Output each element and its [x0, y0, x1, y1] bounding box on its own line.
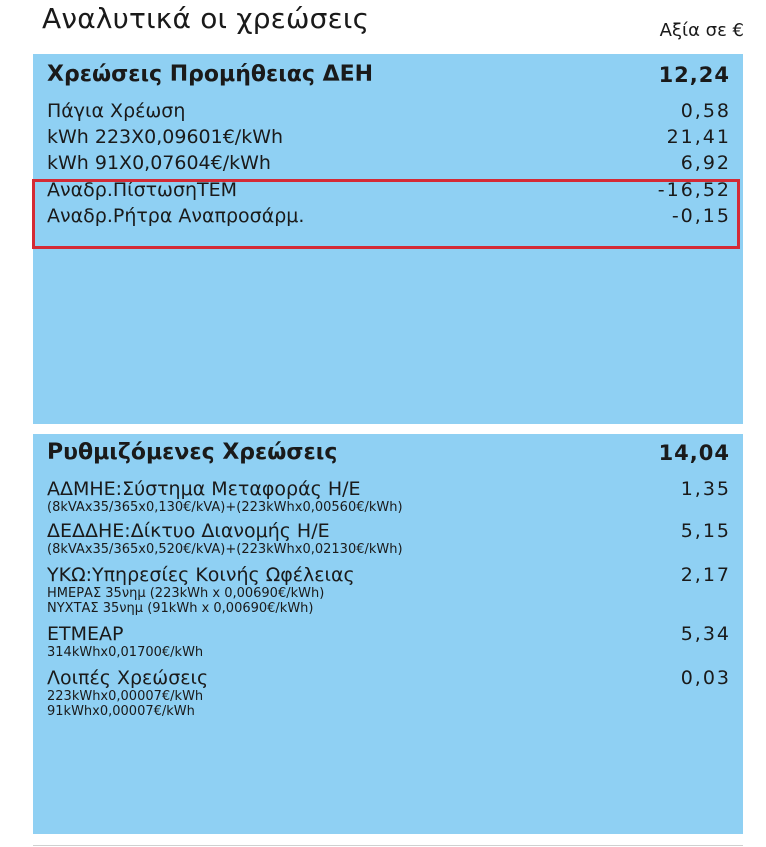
charge-label: ΔΕΔΔΗΕ:Δίκτυο Διανομής Η/Ε [47, 520, 330, 542]
charge-label: Πάγια Χρέωση [47, 100, 186, 122]
deh-section-title: Χρεώσεις Προμήθειας ΔΕΗ [47, 62, 374, 87]
charge-amount: -16,52 [657, 179, 731, 201]
regulated-section-title: Ρυθμιζόμενες Χρεώσεις [47, 440, 338, 465]
charge-label: ΕΤΜΕΑΡ [47, 623, 124, 645]
charge-item-other [47, 667, 731, 719]
charge-amount: 21,41 [666, 126, 731, 148]
charge-row-night-kwh [47, 152, 731, 178]
charge-detail: ΝΥΧΤΑΣ 35νημ (91kWh x 0,00690€/kWh) [47, 601, 314, 616]
charge-amount: -0,15 [671, 205, 731, 227]
highlight-box [32, 179, 740, 249]
regulated-charges-panel [33, 434, 743, 834]
charge-amount: 1,35 [680, 478, 731, 500]
charge-item-yko [47, 564, 731, 616]
page-title: Αναλυτικά οι χρεώσεις [42, 2, 370, 35]
charge-amount: 6,92 [680, 152, 731, 174]
charge-detail: (8kVAx35/365x0,520€/kVA)+(223kWhx0,02130€/kWh) [47, 542, 403, 557]
charge-label: ΑΔΜΗΕ:Σύστημα Μεταφοράς Η/Ε [47, 478, 361, 500]
charge-item-admie [47, 478, 731, 515]
charge-label: ΥΚΩ:Υπηρεσίες Κοινής Ωφέλειας [47, 564, 355, 586]
charge-label: Αναδρ.Ρήτρα Αναπροσάρμ. [47, 205, 305, 227]
regulated-section-total: 14,04 [658, 441, 730, 465]
charge-amount: 0,03 [680, 667, 731, 689]
charge-label: kWh 91X0,07604€/kWh [47, 152, 271, 174]
charge-item-deddie [47, 520, 731, 557]
charge-detail: 91kWhx0,00007€/kWh [47, 704, 195, 719]
charge-item-etmear [47, 623, 731, 660]
charge-label: Λοιπές Χρεώσεις [47, 667, 209, 689]
divider [33, 845, 743, 846]
charge-detail: 223kWhx0,00007€/kWh [47, 689, 204, 704]
charge-row-fixed [47, 100, 731, 126]
charge-label: kWh 223X0,09601€/kWh [47, 126, 284, 148]
charge-detail: 314kWhx0,01700€/kWh [47, 645, 204, 660]
charge-row-day-kwh [47, 126, 731, 152]
charge-detail: ΗΜΕΡΑΣ 35νημ (223kWh x 0,00690€/kWh) [47, 586, 325, 601]
charge-label: Αναδρ.ΠίστωσηΤΕΜ [47, 179, 238, 201]
charge-detail: (8kVAx35/365x0,130€/kVA)+(223kWhx0,00560€/kWh) [47, 500, 403, 515]
charge-amount: 0,58 [680, 100, 731, 122]
value-column-header: Αξία σε € [659, 20, 744, 41]
charge-amount: 5,34 [680, 623, 731, 645]
deh-section-total: 12,24 [658, 63, 730, 87]
charge-amount: 5,15 [680, 520, 731, 542]
charge-amount: 2,17 [680, 564, 731, 586]
